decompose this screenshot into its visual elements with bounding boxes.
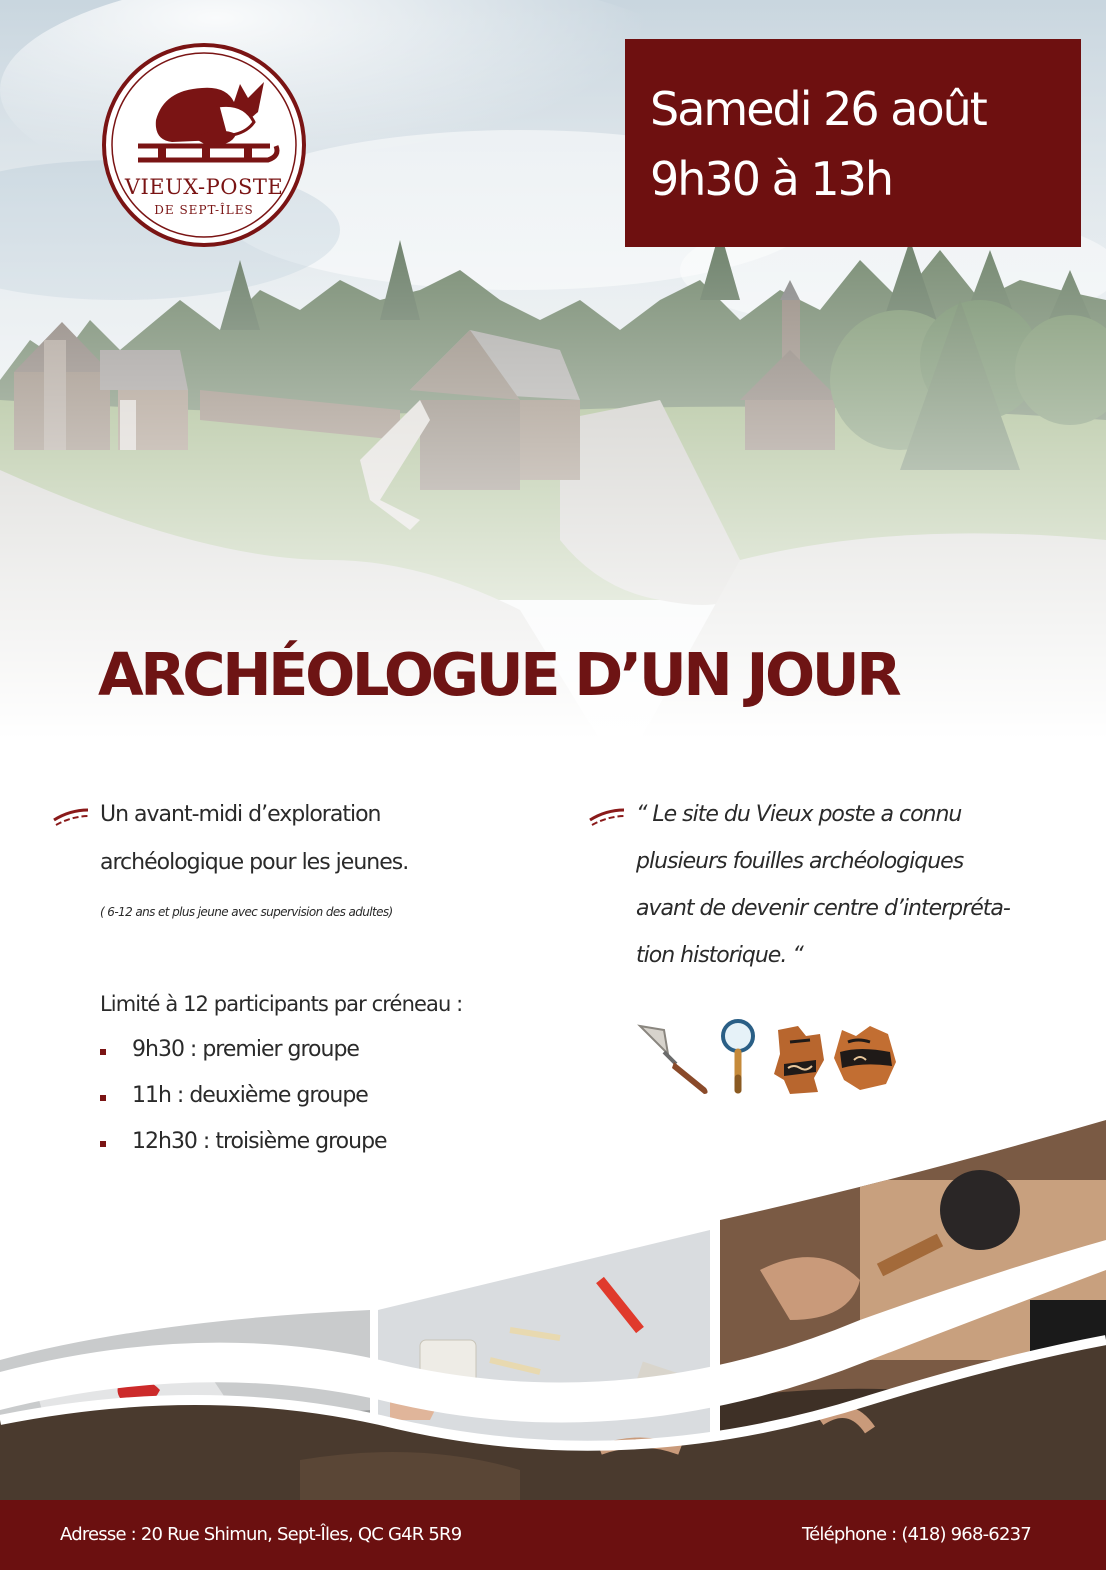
page-title: ARCHÉOLOGUE D’UN JOUR xyxy=(98,640,899,709)
bullet-icon xyxy=(100,1049,106,1055)
quote-line: “ Le site du Vieux poste a connu xyxy=(636,802,962,827)
footer-address: Adresse : 20 Rue Shimun, Sept-Îles, QC G4R 5R9 xyxy=(60,1524,462,1545)
event-time: 9h30 à 13h xyxy=(650,152,893,206)
brush-stroke-icon xyxy=(52,806,92,826)
schedule-heading: Limité à 12 participants par créneau : xyxy=(100,992,463,1016)
quote-line: avant de devenir centre d’interpréta- xyxy=(636,896,1010,921)
magnifying-glass-icon xyxy=(718,1018,762,1096)
pottery-shard-icon xyxy=(830,1022,900,1094)
schedule-slot: 11h : deuxième groupe xyxy=(132,1083,368,1108)
svg-text:VIEUX-POSTE: VIEUX-POSTE xyxy=(124,175,284,199)
svg-text:DE SEPT-ÎLES: DE SEPT-ÎLES xyxy=(154,203,254,217)
quote-line: tion historique. “ xyxy=(636,943,803,968)
brush-stroke-icon xyxy=(588,806,628,826)
schedule-slot: 12h30 : troisième groupe xyxy=(132,1129,387,1154)
excavation-photo-collage xyxy=(0,1120,1106,1505)
intro-line-1: Un avant-midi d’exploration xyxy=(100,802,381,827)
pottery-shard-icon xyxy=(770,1024,828,1096)
vieux-poste-logo xyxy=(98,42,312,248)
bullet-icon xyxy=(100,1095,106,1101)
intro-line-2: archéologique pour les jeunes. xyxy=(100,850,409,875)
footer xyxy=(0,1500,1106,1570)
trowel-icon xyxy=(634,1022,714,1096)
quote-line: plusieurs fouilles archéologiques xyxy=(636,849,964,874)
footer-phone: Téléphone : (418) 968-6237 xyxy=(802,1524,1031,1545)
event-date: Samedi 26 août xyxy=(650,82,986,136)
date-banner xyxy=(628,42,1078,244)
age-note: ( 6-12 ans et plus jeune avec supervision des adultes) xyxy=(100,905,393,919)
schedule-slot: 9h30 : premier groupe xyxy=(132,1037,359,1062)
